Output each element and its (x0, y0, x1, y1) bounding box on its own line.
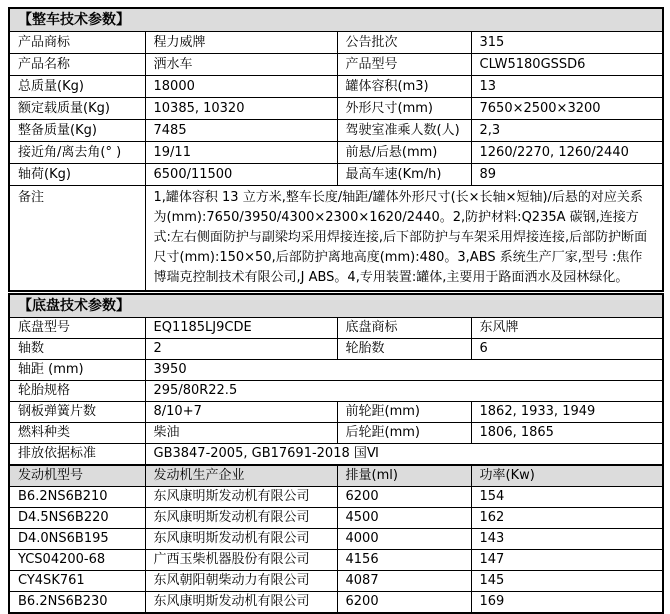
remark-label: 备注 (9, 186, 145, 292)
param-value: 6 (471, 339, 663, 360)
param-value: 1806, 1865 (471, 423, 663, 444)
engine-row (9, 550, 663, 571)
param-label: 轴数 (9, 339, 145, 360)
engine-manufacturer: 东风朝阳朝柴动力有限公司 (145, 571, 337, 592)
engine-displacement: 4087 (337, 571, 471, 592)
param-label: 排放依据标准 (9, 444, 145, 466)
row-axleload-speed (9, 164, 663, 186)
engine-row (9, 508, 663, 529)
param-label: 最高车速(Km/h) (337, 164, 471, 186)
param-value: EQ1185LJ9CDE (145, 318, 337, 339)
engine-model: D4.5NS6B220 (9, 508, 145, 529)
vehicle-section-title: 【整车技术参数】 (9, 8, 663, 32)
row-angles-overhang (9, 142, 663, 164)
row-springs-fronttrack (9, 402, 663, 423)
engine-model: CY4SK761 (9, 571, 145, 592)
engine-power: 145 (471, 571, 663, 592)
remark-text: 1,罐体容积 13 立方米,整车长度/轴距/罐体外形尺寸(长×长轴×短轴)/后悬的对应关系为(mm):7650/3950/4300×2300×1620/2440。2,防护材料:Q235A 碳钢,连接方式:左右侧面防护与副梁均采用焊接连接,后下部防护与车架采用焊接连接,后部防护断面尺寸(mm):150×50,后部防护离地高度(mm):480。3,ABS 系统生产厂家,型号 :焦作博瑞克控制技术有限公司,J ABS。4,专用装置:罐体,主要用于路面洒水及园林绿化。 (145, 186, 663, 292)
param-label: 产品型号 (337, 54, 471, 76)
engine-model: YCS04200-68 (9, 550, 145, 571)
chassis-section-title: 【底盘技术参数】 (9, 294, 663, 318)
engine-displacement: 4156 (337, 550, 471, 571)
row-load-dimensions (9, 98, 663, 120)
param-label: 前轮距(mm) (337, 402, 471, 423)
engine-row (9, 487, 663, 508)
param-value: 1260/2270, 1260/2440 (471, 142, 663, 164)
param-value: 洒水车 (145, 54, 337, 76)
engine-col-header: 排量(ml) (337, 465, 471, 487)
chassis-section-header (9, 294, 663, 318)
engine-table-header (9, 465, 663, 487)
param-value: 8/10+7 (145, 402, 337, 423)
param-value: 7485 (145, 120, 337, 142)
param-label: 前悬/后悬(mm) (337, 142, 471, 164)
row-tire-spec (9, 381, 663, 402)
engine-manufacturer: 东风康明斯发动机有限公司 (145, 592, 337, 614)
row-curb-passengers (9, 120, 663, 142)
engine-manufacturer: 东风康明斯发动机有限公司 (145, 487, 337, 508)
engine-power: 147 (471, 550, 663, 571)
engine-displacement: 4000 (337, 529, 471, 550)
param-label: 轮胎数 (337, 339, 471, 360)
param-value: 柴油 (145, 423, 337, 444)
engine-model: B6.2NS6B210 (9, 487, 145, 508)
param-label: 后轮距(mm) (337, 423, 471, 444)
engine-power: 143 (471, 529, 663, 550)
row-fuel-reartrack (9, 423, 663, 444)
row-chassis-model-brand (9, 318, 663, 339)
param-label: 外形尺寸(mm) (337, 98, 471, 120)
param-value: 18000 (145, 76, 337, 98)
row-remark (9, 186, 663, 292)
engine-row (9, 571, 663, 592)
param-label: 轮胎规格 (9, 381, 145, 402)
param-value: 2 (145, 339, 337, 360)
engine-row (9, 592, 663, 614)
engine-model: D4.0NS6B195 (9, 529, 145, 550)
row-mass-volume (9, 76, 663, 98)
param-label: 产品商标 (9, 32, 145, 54)
param-label: 罐体容积(m3) (337, 76, 471, 98)
param-value: 东风牌 (471, 318, 663, 339)
row-name-model (9, 54, 663, 76)
param-value: 2,3 (471, 120, 663, 142)
engine-power: 169 (471, 592, 663, 614)
param-value: 7650×2500×3200 (471, 98, 663, 120)
param-label: 额定载质量(Kg) (9, 98, 145, 120)
param-label: 轴距 (mm) (9, 360, 145, 381)
param-label: 钢板弹簧片数 (9, 402, 145, 423)
param-label: 轴荷(Kg) (9, 164, 145, 186)
vehicle-section-header (9, 8, 663, 32)
engine-power: 162 (471, 508, 663, 529)
param-label: 底盘商标 (337, 318, 471, 339)
row-brand-batch (9, 32, 663, 54)
engine-power: 154 (471, 487, 663, 508)
engine-displacement: 6200 (337, 592, 471, 614)
param-value: 295/80R22.5 (145, 381, 663, 402)
param-label: 公告批次 (337, 32, 471, 54)
engine-model: B6.2NS6B230 (9, 592, 145, 614)
engine-displacement: 4500 (337, 508, 471, 529)
engine-col-header: 功率(Kw) (471, 465, 663, 487)
chassis-params-table (8, 293, 664, 614)
param-value: GB3847-2005, GB17691-2018 国Ⅵ (145, 444, 663, 466)
param-label: 产品名称 (9, 54, 145, 76)
param-value: CLW5180GSSD6 (471, 54, 663, 76)
engine-manufacturer: 东风康明斯发动机有限公司 (145, 529, 337, 550)
param-value: 315 (471, 32, 663, 54)
engine-manufacturer: 广西玉柴机器股份有限公司 (145, 550, 337, 571)
row-wheelbase (9, 360, 663, 381)
param-value: 13 (471, 76, 663, 98)
param-label: 驾驶室准乘人数(人) (337, 120, 471, 142)
engine-col-header: 发动机型号 (9, 465, 145, 487)
engine-displacement: 6200 (337, 487, 471, 508)
param-value: 89 (471, 164, 663, 186)
param-label: 接近角/离去角(° ) (9, 142, 145, 164)
row-emission-standard (9, 444, 663, 466)
param-value: 10385, 10320 (145, 98, 337, 120)
param-label: 总质量(Kg) (9, 76, 145, 98)
row-axles-tires (9, 339, 663, 360)
param-value: 1862, 1933, 1949 (471, 402, 663, 423)
param-label: 整备质量(Kg) (9, 120, 145, 142)
param-value: 19/11 (145, 142, 337, 164)
engine-manufacturer: 东风康明斯发动机有限公司 (145, 508, 337, 529)
engine-row (9, 529, 663, 550)
param-label: 燃料种类 (9, 423, 145, 444)
param-value: 6500/11500 (145, 164, 337, 186)
param-value: 程力威牌 (145, 32, 337, 54)
param-value: 3950 (145, 360, 663, 381)
engine-col-header: 发动机生产企业 (145, 465, 337, 487)
param-label: 底盘型号 (9, 318, 145, 339)
vehicle-params-table (8, 7, 664, 292)
